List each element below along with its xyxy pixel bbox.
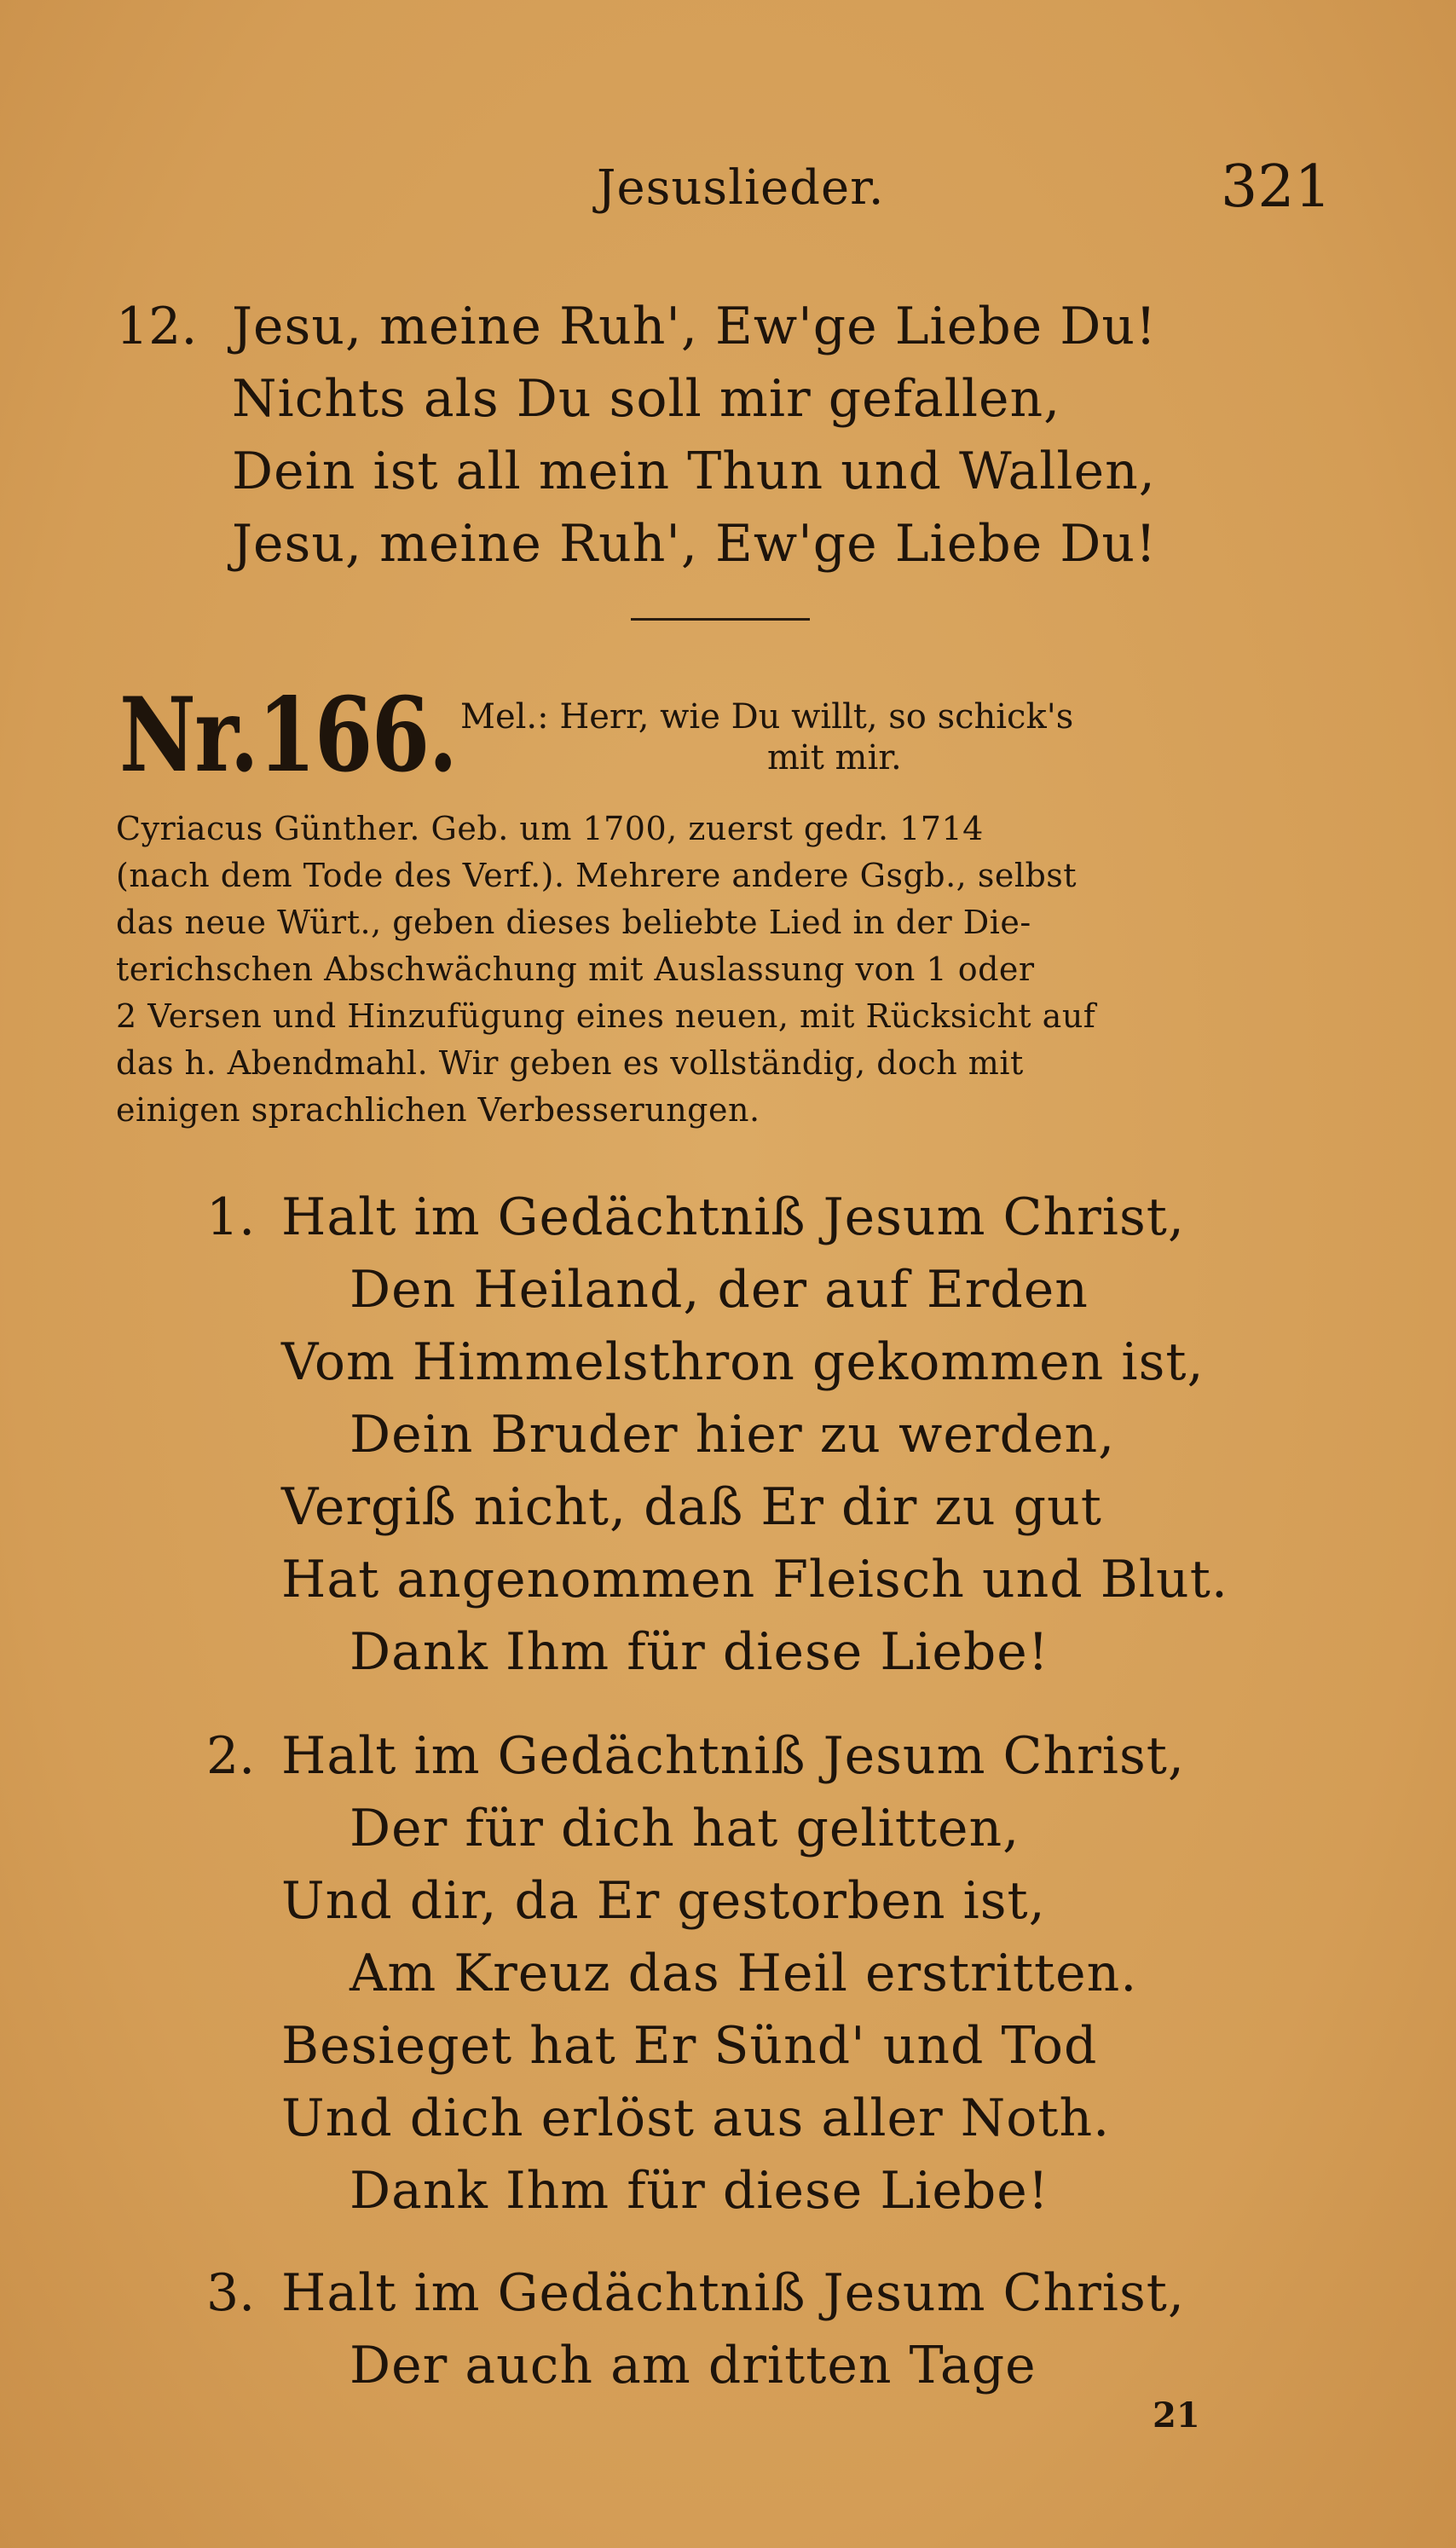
verse-number: 1. xyxy=(206,1187,256,1247)
verse-number: 12. xyxy=(116,297,198,356)
note-line: Cyriacus Günther. Geb. um 1700, zuerst gedr. 1714 xyxy=(116,810,984,847)
verse-line: Halt im Gedächtniß Jesum Christ, xyxy=(281,2263,1185,2323)
note-line: terichschen Abschwächung mit Auslassung von 1 oder xyxy=(116,950,1035,988)
verse-line: Und dir, da Er gestorben ist, xyxy=(281,1871,1046,1931)
page-number: 321 xyxy=(1221,153,1332,221)
running-title: Jesuslieder. xyxy=(597,160,885,216)
verse-line: Vom Himmelsthron gekommen ist, xyxy=(281,1332,1205,1392)
verse-line: Besieget hat Er Sünd' und Tod xyxy=(281,2016,1098,2076)
note-line: 2 Versen und Hinzufügung eines neuen, mit Rücksicht auf xyxy=(116,997,1096,1035)
printer-signature-mark: 21 xyxy=(1153,2395,1200,2435)
verse-line: Vergiß nicht, daß Er dir zu gut xyxy=(281,1477,1102,1537)
verse-line: Der für dich hat gelitten, xyxy=(350,1799,1020,1858)
verse-number: 2. xyxy=(206,1726,256,1786)
note-line: das h. Abendmahl. Wir geben es vollständig, doch mit xyxy=(116,1044,1024,1082)
verse-line: Dein Bruder hier zu werden, xyxy=(350,1405,1116,1465)
verse-line: Dank Ihm für diese Liebe! xyxy=(350,1622,1049,1682)
melody-reference-continued: mit mir. xyxy=(767,738,902,777)
verse-line: Jesu, meine Ruh', Ew'ge Liebe Du! xyxy=(232,514,1158,574)
verse-line: Am Kreuz das Heil erstritten. xyxy=(350,1944,1138,2003)
verse-line: Nichts als Du soll mir gefallen, xyxy=(232,369,1061,429)
melody-reference: Mel.: Herr, wie Du willt, so schick's xyxy=(460,697,1074,737)
verse-number: 3. xyxy=(206,2263,256,2323)
note-line: (nach dem Tode des Verf.). Mehrere andere Gsgb., selbst xyxy=(116,857,1078,894)
verse-line: Hat angenommen Fleisch und Blut. xyxy=(281,1550,1228,1609)
verse-line: Jesu, meine Ruh', Ew'ge Liebe Du! xyxy=(232,297,1158,356)
verse-line: Halt im Gedächtniß Jesum Christ, xyxy=(281,1187,1185,1247)
note-line: das neue Würt., geben dieses beliebte Lied in der Die- xyxy=(116,904,1031,941)
note-line: einigen sprachlichen Verbesserungen. xyxy=(116,1091,760,1129)
verse-line: Den Heiland, der auf Erden xyxy=(350,1260,1089,1320)
hymn-number: Nr.166. xyxy=(119,675,457,795)
verse-line: Halt im Gedächtniß Jesum Christ, xyxy=(281,1726,1185,1786)
verse-line: Der auch am dritten Tage xyxy=(350,2336,1037,2395)
section-divider xyxy=(631,618,810,621)
verse-line: Und dich erlöst aus aller Noth. xyxy=(281,2089,1111,2148)
verse-line: Dank Ihm für diese Liebe! xyxy=(350,2161,1049,2221)
verse-line: Dein ist all mein Thun und Wallen, xyxy=(232,442,1156,501)
